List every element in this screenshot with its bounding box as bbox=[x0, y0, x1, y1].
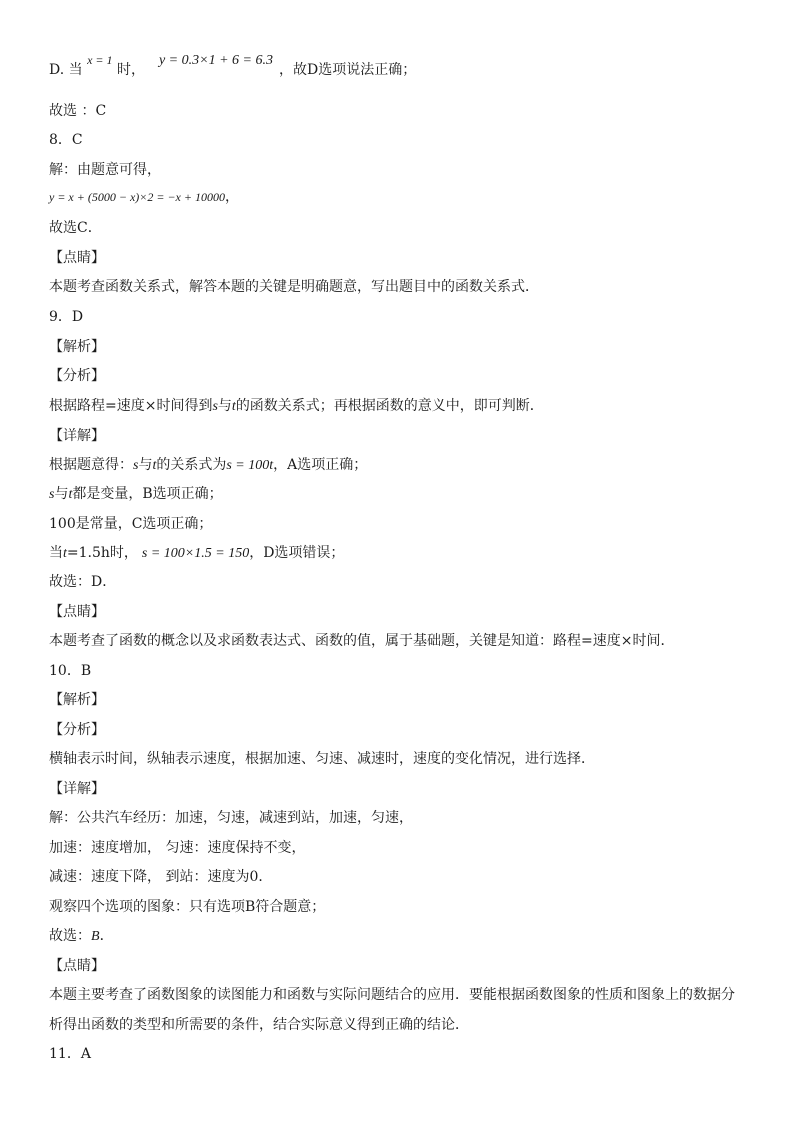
text-line bbox=[49, 187, 760, 207]
text-line: 加速：速度增加， 匀速：速度保持不变， bbox=[49, 840, 306, 856]
section-heading: 【点睛】 bbox=[49, 958, 105, 974]
math-variable: t bbox=[152, 458, 157, 473]
line-text: D. 当 bbox=[49, 62, 88, 78]
math-variable: s bbox=[49, 487, 55, 502]
text-line: 析得出函数的类型和所需要的条件，结合实际意义得到正确的结论． bbox=[49, 1017, 469, 1033]
section-heading: 【详解】 bbox=[49, 781, 105, 797]
line-text: ． bbox=[99, 928, 114, 944]
question-number: 9．D bbox=[49, 309, 84, 325]
text-line: 解：由题意可得， bbox=[49, 162, 161, 178]
math-expression: s = 100×1.5 = 150 bbox=[141, 546, 250, 561]
line-text: ，A选项正确； bbox=[273, 457, 368, 473]
text-line: 横轴表示时间，纵轴表示速度，根据加速、匀速、减速时，速度的变化情况，进行选择． bbox=[49, 751, 595, 767]
line-text: 的函数关系式；再根据函数的意义中，即可判断． bbox=[235, 398, 544, 414]
text-line: 减速：速度下降， 到站：速度为0． bbox=[49, 869, 273, 885]
text-line bbox=[49, 926, 760, 947]
line-text: 当 bbox=[49, 545, 63, 561]
question-number: 8．C bbox=[49, 132, 83, 148]
text-line: 故选：D． bbox=[49, 574, 117, 590]
math-variable: B bbox=[91, 929, 100, 944]
question-number: 10．B bbox=[49, 663, 92, 679]
line-text: 根据路程=速度×时间得到 bbox=[49, 398, 213, 414]
line-text: =1.5h时， bbox=[66, 545, 138, 561]
text-line: 本题主要考查了函数图象的读图能力和函数与实际问题结合的应用．要能根据函数图象的性质和图象上的数据分 bbox=[49, 987, 735, 1003]
text-line bbox=[49, 484, 760, 505]
math-variable: t bbox=[68, 487, 73, 502]
text-line bbox=[49, 455, 760, 476]
math-expression: x = 1 bbox=[87, 53, 113, 67]
text-line: 100是常量，C选项正确； bbox=[49, 516, 213, 532]
text-line: 观察四个选项的图象：只有选项B符合题意； bbox=[49, 899, 326, 915]
line-text: 与 bbox=[138, 457, 153, 473]
question-number: 11．A bbox=[49, 1046, 91, 1062]
section-heading: 【分析】 bbox=[49, 368, 105, 384]
line-text: ，D选项错误； bbox=[249, 545, 345, 561]
section-heading: 【详解】 bbox=[49, 428, 105, 444]
section-heading: 【解析】 bbox=[49, 339, 105, 355]
math-variable: s bbox=[212, 399, 218, 414]
line-text: 时， bbox=[112, 62, 145, 78]
text-line: 本题考查函数关系式，解答本题的关键是明确题意，写出题目中的函数关系式． bbox=[49, 279, 539, 295]
text-line: 故选 ：C bbox=[49, 103, 107, 119]
line-text: 的关系式为 bbox=[156, 457, 227, 473]
text-line: 故选C． bbox=[49, 220, 102, 236]
math-expression: s = 100t bbox=[226, 458, 274, 473]
text-line bbox=[49, 543, 760, 564]
line-text: ， bbox=[224, 189, 239, 205]
math-expression: y = 0.3×1 + 6 = 6.3 bbox=[158, 53, 273, 68]
line-text: 根据题意得： bbox=[49, 457, 133, 473]
math-expression: y = x + (5000 − x)×2 = −x + 10000 bbox=[49, 190, 225, 204]
section-heading: 【点睛】 bbox=[49, 250, 105, 266]
section-heading: 【分析】 bbox=[49, 722, 105, 738]
text-line bbox=[49, 53, 760, 81]
line-text: 与 bbox=[217, 398, 232, 414]
line-text: 与 bbox=[54, 486, 69, 502]
line-text: 故选： bbox=[49, 928, 91, 944]
text-line: 本题考查了函数的概念以及求函数表达式、函数的值，属于基础题，关键是知道：路程=速度×时间． bbox=[49, 633, 675, 649]
section-heading: 【点睛】 bbox=[49, 604, 105, 620]
text-line: 解：公共汽车经历：加速，匀速，减速到站，加速，匀速， bbox=[49, 810, 413, 826]
math-variable: t bbox=[63, 546, 67, 561]
math-variable: s bbox=[133, 458, 139, 473]
line-text: ，故D选项说法正确； bbox=[278, 62, 417, 78]
section-heading: 【解析】 bbox=[49, 692, 105, 708]
line-text: 都是变量，B选项正确； bbox=[72, 486, 223, 502]
text-line bbox=[49, 396, 760, 417]
math-variable: t bbox=[231, 399, 236, 414]
